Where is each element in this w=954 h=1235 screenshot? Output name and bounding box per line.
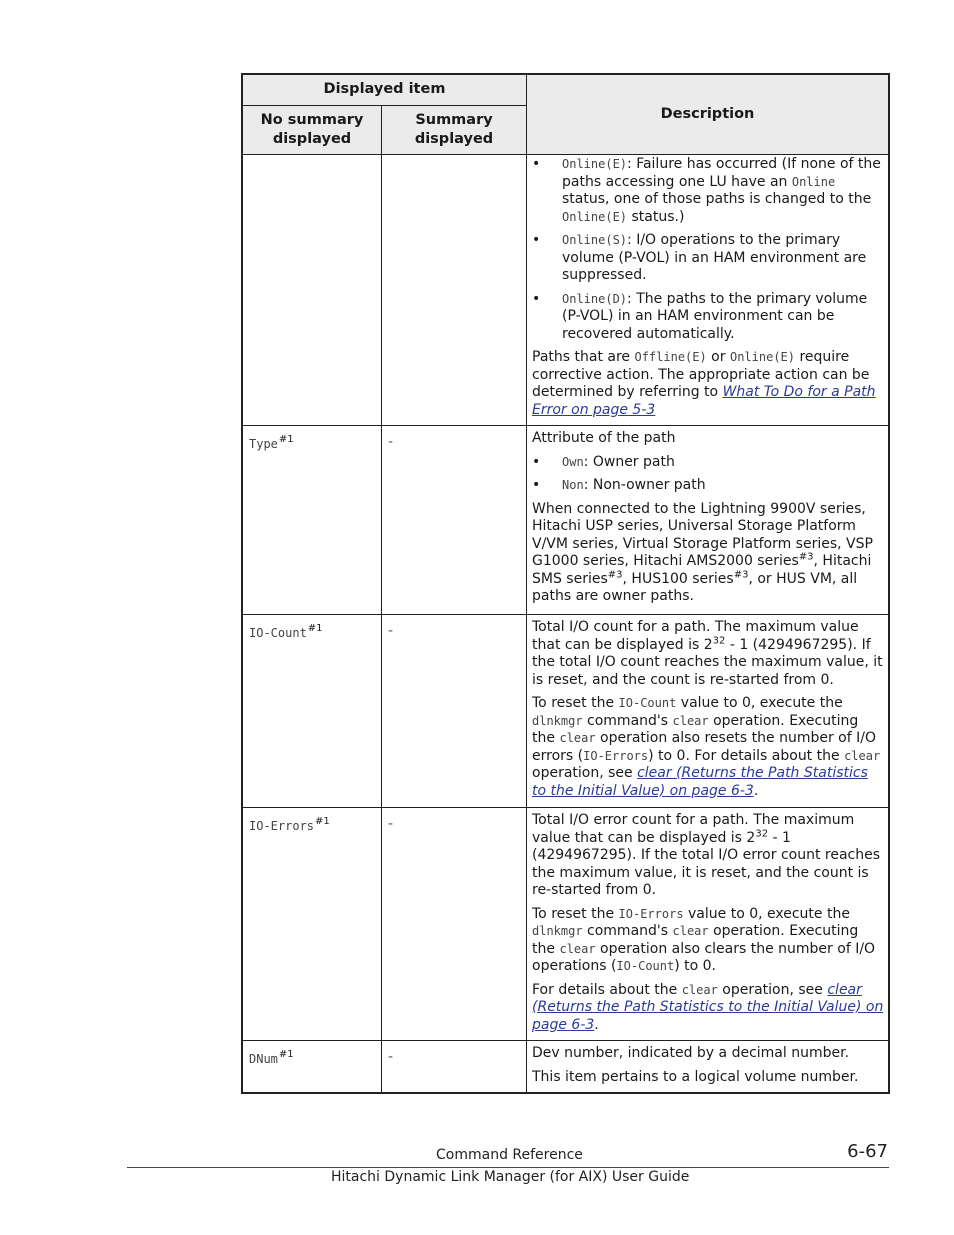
clear-operation-link[interactable]: clear (Returns the Path Statistics to the Initial Value) on page 6-3 [532, 765, 868, 799]
footer-divider [127, 1167, 889, 1168]
description-header: Description [527, 74, 890, 155]
item-cell: IO-Errors$^{\#1}$ [242, 808, 382, 1041]
list-item: • Own: Owner path [532, 453, 675, 470]
list-item: • Online(S): I/O operations to the primary volume (P-VOL) in an HAM environment are suppressed. [532, 232, 867, 283]
summary-cell [382, 155, 527, 426]
table-row [242, 615, 889, 808]
summary-cell: - [382, 426, 527, 615]
clear-operation-link[interactable]: clear (Returns the Path Statistics to the Initial Value) on page 6-3 [532, 981, 884, 1033]
description-cell: Dev number, indicated by a decimal number. This item pertains to a logical volume number. [527, 1041, 890, 1094]
description-cell: Total I/O error count for a path. The maximum value that can be displayed is $2^{32} - 1$ (4294967295). If the total I/O error count reaches the maximum value, it is reset, and the count is re-started from 0. To reset the IO-Errors value to 0, execute the dlnkmgr command's clear operation. Executing the clear operation also clears the number of I/O operations (IO-Count) to 0. For details about the clear operation, see clear (Returns the Path Statistics to the Initial Value) on page 6-3. [527, 808, 890, 1041]
summary-cell: - [382, 808, 527, 1041]
parameter-table [241, 73, 890, 1094]
item-cell: DNum$^{\#1}$ [242, 1041, 382, 1094]
no-summary-header: No summary displayed [242, 106, 382, 155]
table-row [242, 808, 889, 1041]
table-row [242, 1041, 889, 1094]
list-item: • Online(D): The paths to the primary volume (P-VOL) in an HAM environment can be recovered automatically. [532, 290, 868, 342]
footer-section-title: Command Reference [436, 1147, 583, 1163]
footer-guide-title: Hitachi Dynamic Link Manager (for AIX) User Guide [331, 1169, 690, 1185]
description-cell [527, 155, 890, 426]
page-number: 6-67 [847, 1141, 888, 1162]
status-list [532, 156, 884, 343]
description-cell: Total I/O count for a path. The maximum value that can be displayed is $2^{32} - 1$ (4294967295). If the total I/O count reaches the maximum value, it is reset, and the count is re-started from 0. To reset the IO-Count value to 0, execute the dlnkmgr command's clear operation. Executing the clear operation also resets the number of I/O errors (IO-Errors) to 0. For details about the clear operation, see clear (Returns the Path Statistics to the Initial Value) on page 6-3. [527, 615, 890, 808]
list-item: • Non: Non-owner path [532, 477, 706, 493]
summary-header: Summary displayed [382, 106, 527, 155]
description-cell: Attribute of the path • Own: Owner path • Non: Non-owner path When connected to the Lightning 9900V series, Hitachi USP series, Universal Storage Platform V/VM series, Virtual Storage Platform series, VSP G1000 series, Hitachi AMS2000 series$^{\#3}$, Hitachi SMS series$^{\#3}$, HUS100 series$^{\#3}$, or HUS VM, all paths are owner paths. [527, 426, 890, 615]
displayed-item-header: Displayed item [242, 74, 527, 106]
corrective-action-text: Paths that are Offline(E) or Online(E) require corrective action. The appropriate action can be determined by referring to What To Do for a Path Error on page 5-3 [532, 349, 876, 418]
table-row [242, 155, 889, 426]
item-cell [242, 155, 382, 426]
table-row [242, 426, 889, 615]
item-cell: IO-Count$^{\#1}$ [242, 615, 382, 808]
summary-cell: - [382, 615, 527, 808]
list-item: • Online(E): Failure has occurred (If none of the paths accessing one LU have an Online status, one of those paths is changed to the Online(E) status.) [532, 156, 881, 225]
item-cell: Type$^{\#1}$ [242, 426, 382, 615]
path-error-link[interactable]: What To Do for a Path Error on page 5-3 [532, 384, 876, 418]
summary-cell: - [382, 1041, 527, 1094]
